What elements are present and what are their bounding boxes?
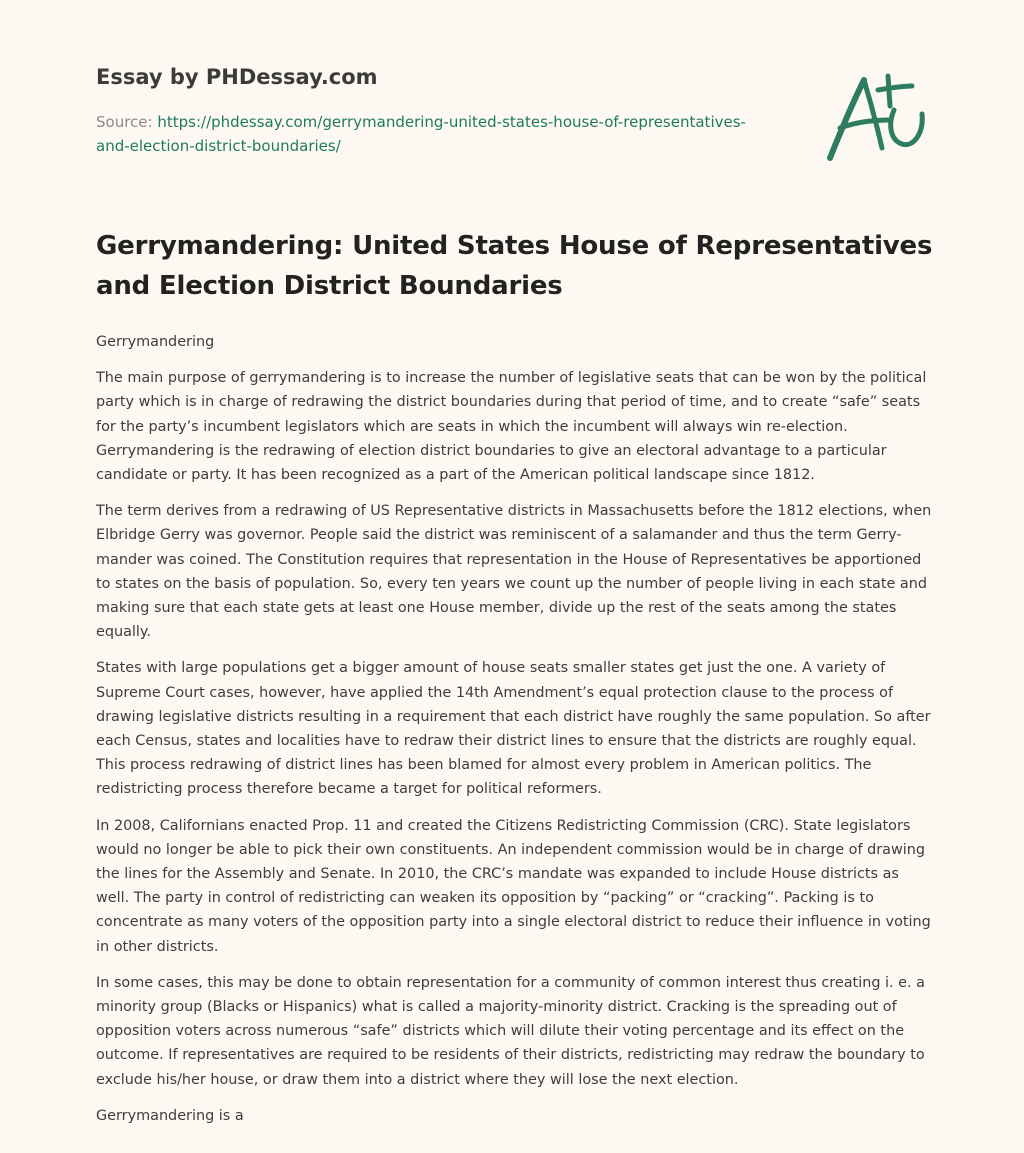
article-paragraph: In 2008, Californians enacted Prop. 11 and created the Citizens Redistricting Commission (CRC). State legislators would no longer be able to pick their own constituents. An independent commission would be in charge of drawing the lines for the Assembly and Senate. In 2010, the CRC’s mandate was expanded to include House districts as well. The party in control of redistricting can weaken its opposition by “packing” or “cracking”. Packing is to concentrate as many voters of the opposition party into a single electoral district to reduce their influence in voting in other districts.	[96, 817, 931, 955]
article-title: Gerrymandering: United States House of Representatives and Election District Boundaries	[96, 231, 933, 301]
article-paragraph: The main purpose of gerrymandering is to increase the number of legislative seats that can be won by the political party which is in charge of redrawing the district boundaries during that period of time, and to create “safe” seats for the party’s incumbent legislators which are seats in which the incumbent will always win re-election. Gerrymandering is the redrawing of election district boundaries to give an electoral advantage to a particular candidate or party. It has been recognized as a part of the American political landscape since 1812.	[96, 370, 927, 484]
source-link-line-1: https://phdessay.com/gerrymandering-united-states-house-of-representatives-	[157, 113, 746, 131]
a-plus-logo-svg	[818, 66, 930, 166]
article-paragraph: In some cases, this may be done to obtain representation for a community of common interest thus creating i. e. a minority group (Blacks or Hispanics) what is called a majority-minority district. Cracking is the spreading out of opposition voters across numerous “safe” districts which will dilute their voting percentage and its effect on the outcome. If representatives are required to be residents of their districts, redistricting may redraw the boundary to exclude his/her house, or draw them into a district where they will lose the next election.	[96, 974, 925, 1088]
source-line	[96, 110, 796, 158]
source-label: Source:	[96, 113, 153, 131]
page-header	[96, 62, 796, 158]
site-brand: Essay by PHDessay.com	[96, 65, 378, 89]
source-link[interactable]	[96, 113, 746, 155]
article	[96, 226, 936, 1140]
a-plus-icon	[818, 66, 930, 166]
article-paragraph: Gerrymandering is a	[96, 1107, 244, 1124]
source-link-line-2: and-election-district-boundaries/	[96, 137, 341, 155]
article-paragraph: Gerrymandering	[96, 334, 215, 350]
article-paragraph: States with large populations get a bigger amount of house seats smaller states get just the one. A variety of Supreme Court cases, however, have applied the 14th Amendment’s equal protection clause to the process of drawing legislative districts resulting in a requirement that each district have roughly the same population. So after each Census, states and localities have to redraw their district lines to ensure that the districts are roughly equal. This process redrawing of district lines has been blamed for almost every problem in American politics. The redistricting process therefore became a target for political reformers.	[96, 660, 931, 798]
article-paragraph: The term derives from a redrawing of US Representative districts in Massachusetts before the 1812 elections, when Elbridge Gerry was governor. People said the district was reminiscent of a salamander and thus the term Gerry-mander was coined. The Constitution requires that representation in the House of Representatives be apportioned to states on the basis of population. So, every ten years we count up the number of people living in each state and making sure that each state gets at least one House member, divide up the rest of the seats among the states equally.	[96, 503, 932, 641]
